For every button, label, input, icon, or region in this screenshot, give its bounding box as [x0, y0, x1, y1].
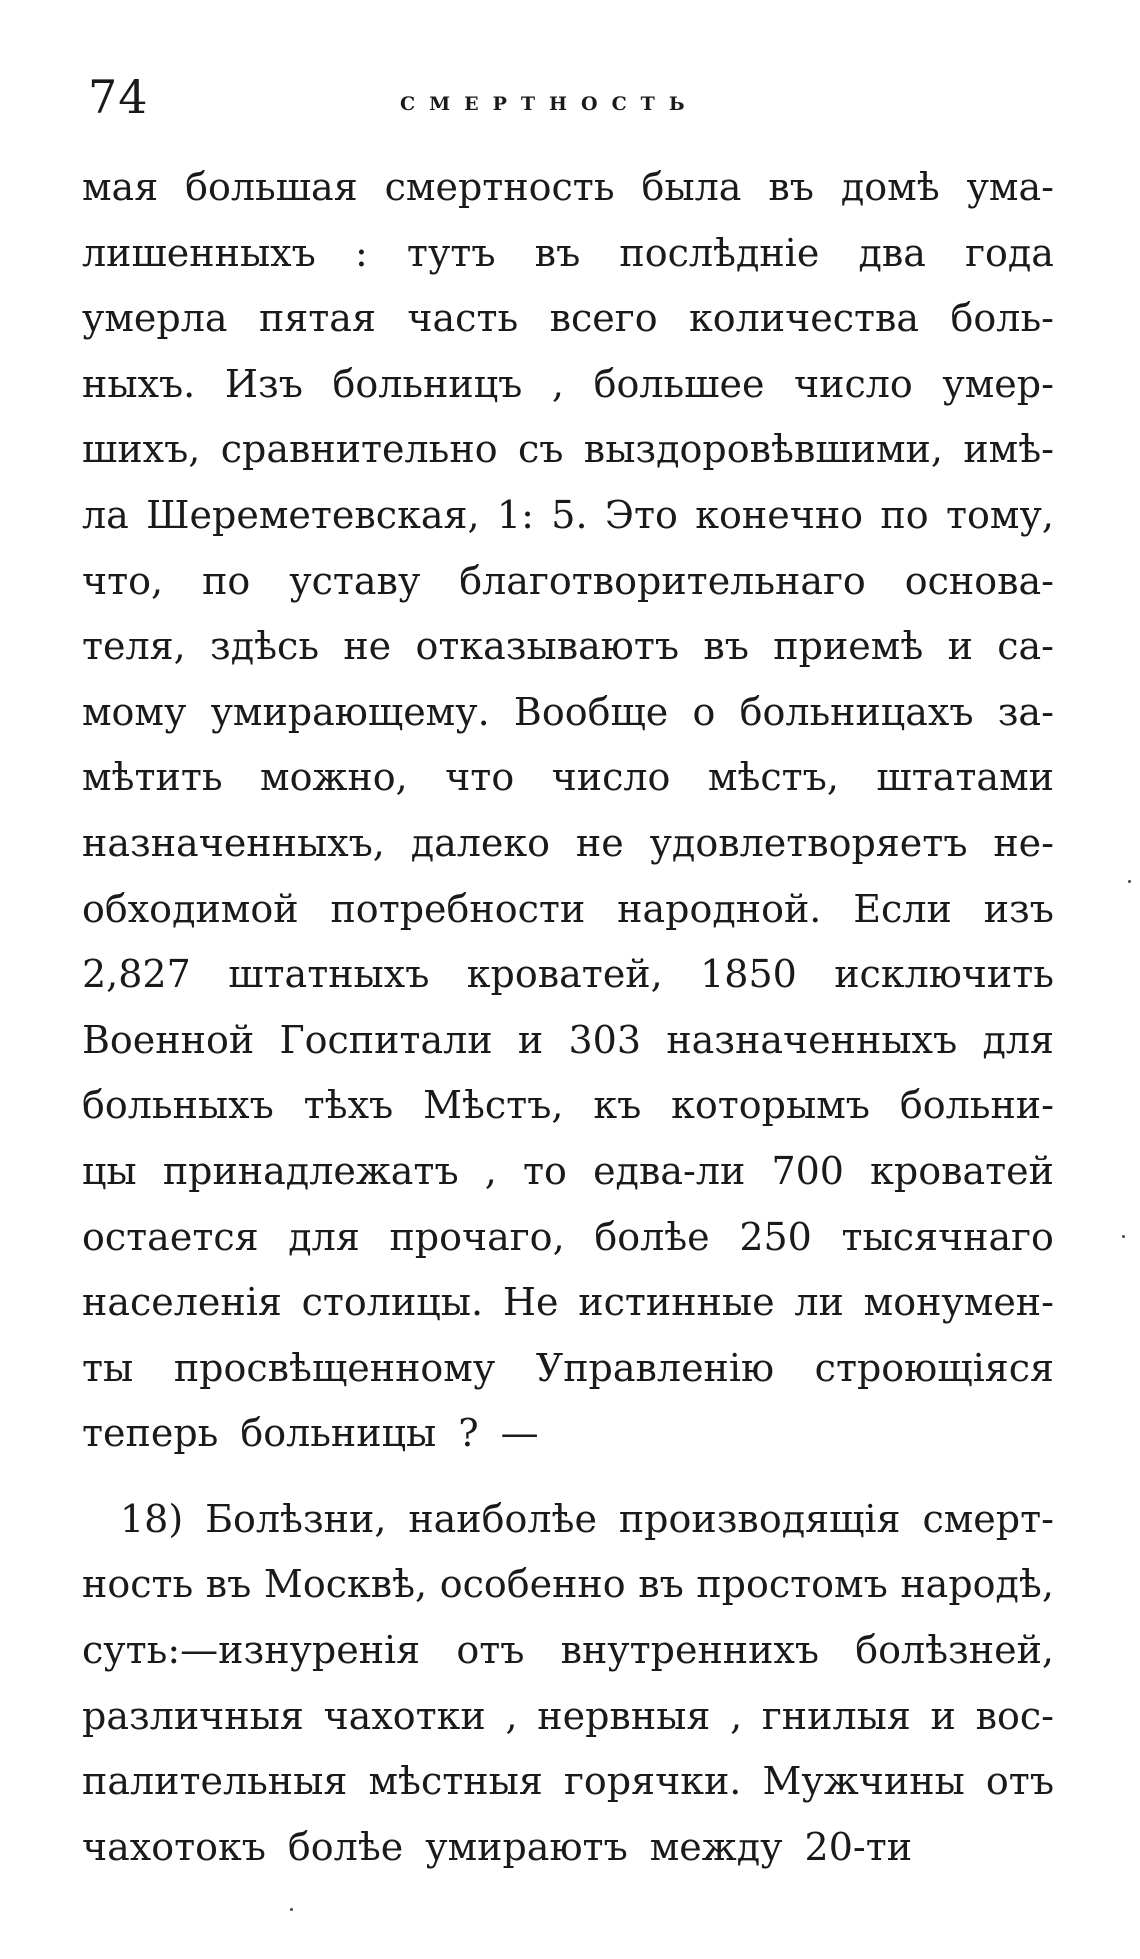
- word: часть: [407, 296, 519, 341]
- print-speck: [290, 1908, 293, 1911]
- word: чахотокъ: [82, 1824, 266, 1869]
- word: Не: [502, 1280, 559, 1325]
- paragraph: [82, 155, 1054, 1467]
- word: кроватей: [870, 1148, 1054, 1193]
- word: отказываютъ: [415, 624, 680, 669]
- paragraph-gap: [82, 1467, 1054, 1487]
- word: гнилыя: [761, 1693, 911, 1738]
- word: нервныя: [537, 1693, 711, 1738]
- word: назначенныхъ: [666, 1017, 958, 1062]
- text-line: [82, 1552, 1054, 1618]
- word: —: [500, 1411, 539, 1456]
- word: Это: [604, 492, 678, 537]
- word: просвѣщенному: [173, 1345, 496, 1390]
- word: Москвѣ,: [263, 1562, 428, 1607]
- word: вос-: [975, 1693, 1054, 1738]
- word: отъ: [985, 1759, 1054, 1804]
- word: изъ: [983, 886, 1054, 931]
- word: для: [982, 1017, 1054, 1062]
- text-line: [82, 1815, 1054, 1881]
- text-line: [82, 1749, 1054, 1815]
- word: съ: [517, 427, 564, 472]
- word: не-: [993, 820, 1054, 865]
- word: въ: [534, 230, 581, 275]
- text-line: [82, 877, 1054, 943]
- word: выздоровѣвшими,: [583, 427, 943, 472]
- word: по: [880, 492, 929, 537]
- word: отъ: [456, 1628, 525, 1673]
- word: по: [202, 558, 251, 603]
- word: болѣе: [594, 1214, 710, 1259]
- word: производящія: [618, 1496, 901, 1541]
- word: палительныя: [82, 1759, 348, 1804]
- word: умерла: [82, 296, 228, 341]
- text-line: [82, 745, 1054, 811]
- word: больницахъ: [739, 689, 974, 734]
- word: можно,: [260, 755, 408, 800]
- word: Шереметевская,: [146, 492, 480, 537]
- word: населенія: [82, 1280, 282, 1325]
- word: въ: [703, 624, 749, 669]
- word: не: [343, 624, 392, 669]
- word: 18): [120, 1496, 184, 1541]
- word: боль-: [950, 296, 1054, 341]
- text-line: [82, 155, 1054, 221]
- word: строющіяся: [814, 1345, 1054, 1390]
- word: больницы: [240, 1411, 437, 1456]
- text-line: [82, 1684, 1054, 1750]
- word: са-: [997, 624, 1054, 669]
- word: 2,827: [82, 952, 191, 997]
- word: горячки.: [563, 1759, 742, 1804]
- word: простомъ: [696, 1562, 888, 1607]
- word: ты: [82, 1345, 134, 1390]
- word: Если: [853, 886, 952, 931]
- word: болѣе: [287, 1824, 404, 1869]
- word: между: [649, 1824, 783, 1869]
- word: о: [692, 689, 716, 734]
- word: назначенныхъ,: [82, 820, 385, 865]
- word: ,: [484, 1148, 497, 1193]
- word: цы: [82, 1148, 137, 1193]
- word: остается: [82, 1214, 259, 1259]
- word: для: [288, 1214, 360, 1259]
- word: монумен-: [863, 1280, 1054, 1325]
- word: теля,: [82, 624, 186, 669]
- word: Управленію: [535, 1345, 775, 1390]
- word: ,: [551, 361, 564, 406]
- word: Вообще: [513, 689, 669, 734]
- word: принадлежатъ: [162, 1148, 459, 1193]
- word: имѣ-: [963, 427, 1054, 472]
- word: и: [930, 1693, 956, 1738]
- word: число: [551, 755, 671, 800]
- word: смертность: [384, 165, 615, 209]
- word: едва-ли: [593, 1148, 746, 1193]
- running-head: [88, 62, 1048, 132]
- word: мѣстныя: [368, 1759, 543, 1804]
- text-line: [82, 286, 1054, 352]
- word: наиболѣе: [408, 1496, 597, 1541]
- text-line: [82, 417, 1054, 483]
- word: благотворительнаго: [459, 558, 866, 603]
- word: число: [794, 361, 913, 406]
- word: мая: [82, 165, 159, 209]
- text-line: [82, 1008, 1054, 1074]
- word: больницъ: [332, 361, 523, 406]
- word: 250: [739, 1214, 812, 1259]
- word: была: [641, 165, 742, 209]
- word: исключить: [834, 952, 1054, 997]
- word: не: [575, 820, 624, 865]
- word: народной.: [617, 886, 822, 931]
- word: основа-: [904, 558, 1054, 603]
- word: приемѣ: [773, 624, 924, 669]
- paragraph: [82, 1487, 1054, 1881]
- word: штатами: [876, 755, 1054, 800]
- word: особенно: [439, 1562, 626, 1607]
- word: въ: [768, 165, 814, 209]
- text-line: [82, 1618, 1054, 1684]
- word: мѣстъ,: [707, 755, 839, 800]
- word: домѣ: [840, 165, 940, 209]
- word: 303: [568, 1017, 642, 1062]
- text-line: [82, 1401, 1054, 1467]
- word: различныя: [82, 1693, 304, 1738]
- word: умер-: [942, 361, 1054, 406]
- page-number: 74: [88, 70, 149, 124]
- word: тутъ: [406, 230, 496, 275]
- word: внутреннихъ: [560, 1628, 820, 1673]
- text-line: [82, 811, 1054, 877]
- word: ла: [82, 492, 129, 537]
- text-line: [82, 1270, 1054, 1336]
- word: конечно: [695, 492, 864, 537]
- word: ума-: [966, 165, 1054, 209]
- text-line: [82, 1073, 1054, 1139]
- text-line: [82, 1205, 1054, 1271]
- word: Мѣстъ,: [423, 1083, 564, 1128]
- word: прочаго,: [389, 1214, 565, 1259]
- word: болѣзней,: [855, 1628, 1054, 1673]
- word: лишенныхъ: [82, 230, 316, 275]
- word: количества: [689, 296, 920, 341]
- word: ли: [794, 1280, 844, 1325]
- word: мому: [82, 689, 187, 734]
- word: ныхъ.: [82, 361, 196, 406]
- word: истинные: [578, 1280, 775, 1325]
- word: 20-ти: [804, 1824, 913, 1869]
- word: большее: [593, 361, 765, 406]
- word: теперь: [82, 1411, 219, 1456]
- word: два: [858, 230, 926, 275]
- word: умирающему.: [210, 689, 490, 734]
- word: всего: [549, 296, 658, 341]
- word: обходимой: [82, 886, 299, 931]
- word: столицы.: [301, 1280, 484, 1325]
- text-line: [82, 1139, 1054, 1205]
- text-line: [82, 483, 1054, 549]
- text-line: [82, 1487, 1054, 1553]
- word: далеко: [410, 820, 551, 865]
- text-line: [82, 614, 1054, 680]
- word: Госпитали: [279, 1017, 493, 1062]
- running-title: смертность: [400, 86, 699, 117]
- word: въ: [638, 1562, 684, 1607]
- word: что: [445, 755, 515, 800]
- word: за-: [997, 689, 1054, 734]
- print-speck: [1122, 1235, 1125, 1238]
- text-line: [82, 680, 1054, 746]
- word: 700: [771, 1148, 844, 1193]
- word: Мужчины: [762, 1759, 965, 1804]
- word: ность: [82, 1562, 194, 1607]
- word: суть:—изнуренія: [82, 1628, 421, 1673]
- word: въ: [205, 1562, 252, 1607]
- word: больни-: [899, 1083, 1054, 1128]
- word: смерт-: [922, 1496, 1054, 1541]
- word: народѣ,: [900, 1562, 1054, 1607]
- word: послѣдніе: [619, 230, 820, 275]
- print-speck: [1128, 880, 1131, 883]
- word: большая: [185, 165, 358, 209]
- word: больныхъ: [82, 1083, 274, 1128]
- word: то: [523, 1148, 567, 1193]
- word: тѣхъ: [303, 1083, 394, 1128]
- word: Военной: [82, 1017, 255, 1062]
- word: уставу: [289, 558, 421, 603]
- word: кроватей,: [466, 952, 663, 997]
- word: тысячнаго: [841, 1214, 1054, 1259]
- text-line: [82, 549, 1054, 615]
- word: Изъ: [224, 361, 303, 406]
- word: ?: [458, 1411, 479, 1456]
- word: здѣсь: [210, 624, 320, 669]
- word: пятая: [258, 296, 376, 341]
- word: что,: [82, 558, 164, 603]
- word: шихъ,: [82, 427, 201, 472]
- word: и: [517, 1017, 544, 1062]
- word: чахотки: [323, 1693, 486, 1738]
- word: 1850: [700, 952, 797, 997]
- word: 1:: [496, 492, 534, 537]
- word: ,: [730, 1693, 743, 1738]
- word: и: [947, 624, 973, 669]
- text-line: [82, 1336, 1054, 1402]
- word: :: [354, 230, 368, 275]
- word: 5.: [551, 492, 588, 537]
- word: мѣтить: [82, 755, 223, 800]
- word: года: [965, 230, 1054, 275]
- word: къ: [593, 1083, 642, 1128]
- word: тому,: [946, 492, 1054, 537]
- word: штатныхъ: [228, 952, 430, 997]
- word: потребности: [330, 886, 586, 931]
- word: которымъ: [671, 1083, 870, 1128]
- word: Болѣзни,: [205, 1496, 387, 1541]
- word: умираютъ: [425, 1824, 628, 1869]
- word: ,: [505, 1693, 518, 1738]
- text-line: [82, 942, 1054, 1008]
- text-line: [82, 221, 1054, 287]
- word: сравнительно: [220, 427, 498, 472]
- word: удовлетворяетъ: [649, 820, 968, 865]
- body-text: [82, 155, 1054, 1880]
- text-line: [82, 352, 1054, 418]
